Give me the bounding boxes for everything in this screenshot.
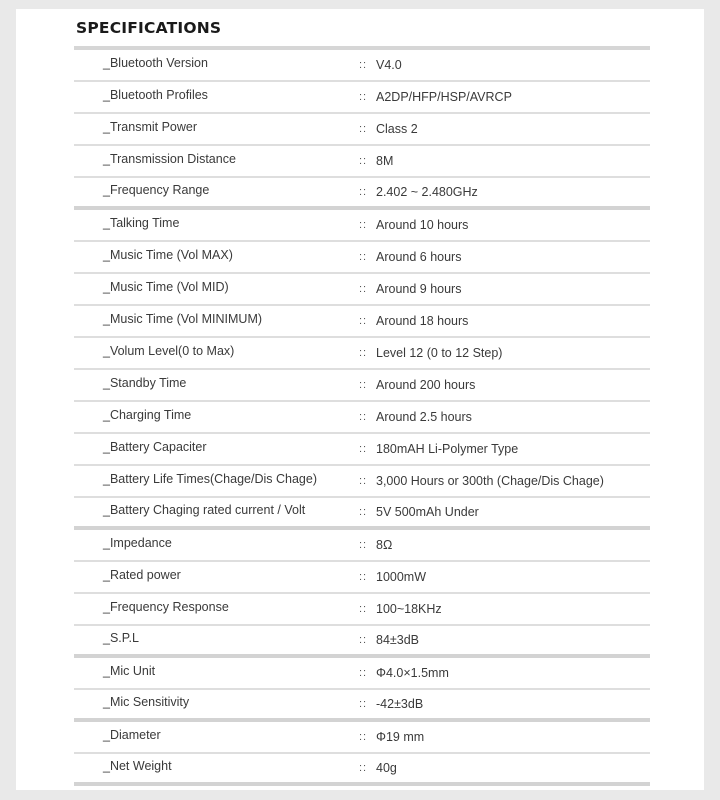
spec-table: [74, 50, 650, 786]
spec-separator: ::: [359, 219, 368, 231]
spec-separator: ::: [359, 571, 368, 583]
spec-value: Around 2.5 hours: [376, 410, 472, 424]
spec-label: _Frequency Range: [103, 183, 210, 197]
spec-label: _Standby Time: [103, 376, 187, 390]
spec-value: -42±3dB: [376, 697, 424, 711]
spec-separator: ::: [359, 59, 368, 71]
spec-label: _Mic Sensitivity: [103, 695, 190, 709]
spec-row: [74, 370, 650, 402]
spec-label: _Bluetooth Version: [103, 56, 208, 70]
spec-separator: ::: [359, 762, 368, 774]
page-title-wrap: [74, 9, 650, 46]
spec-value: Around 10 hours: [376, 218, 469, 232]
spec-value: 3,000 Hours or 300th (Chage/Dis Chage): [376, 474, 604, 488]
spec-label: _Music Time (Vol MAX): [103, 248, 233, 262]
spec-content: [74, 9, 650, 786]
spec-label: _Net Weight: [103, 759, 172, 773]
spec-value: 100~18KHz: [376, 602, 442, 616]
spec-label: _Bluetooth Profiles: [103, 88, 208, 102]
spec-label: _Charging Time: [103, 408, 192, 422]
spec-separator: ::: [359, 539, 368, 551]
spec-row: [74, 274, 650, 306]
spec-row: [74, 306, 650, 338]
spec-row: [74, 82, 650, 114]
spec-separator: ::: [359, 603, 368, 615]
spec-row: [74, 466, 650, 498]
spec-separator: ::: [359, 443, 368, 455]
spec-separator: ::: [359, 347, 368, 359]
spec-value: 8M: [376, 154, 394, 168]
spec-label: _S.P.L: [103, 631, 139, 645]
spec-row: [74, 498, 650, 530]
spec-label: _Transmission Distance: [103, 152, 236, 166]
spec-separator: ::: [359, 186, 368, 198]
spec-label: _Impedance: [103, 536, 172, 550]
spec-separator: ::: [359, 155, 368, 167]
spec-label: _Diameter: [103, 728, 161, 742]
spec-value: Around 6 hours: [376, 250, 462, 264]
spec-separator: ::: [359, 91, 368, 103]
spec-separator: ::: [359, 475, 368, 487]
spec-label: _Talking Time: [103, 216, 180, 230]
spec-separator: ::: [359, 634, 368, 646]
spec-separator: ::: [359, 698, 368, 710]
spec-label: _Music Time (Vol MINIMUM): [103, 312, 263, 326]
spec-value: Around 9 hours: [376, 282, 462, 296]
spec-row: [74, 658, 650, 690]
spec-label: _Music Time (Vol MID): [103, 280, 229, 294]
spec-row: [74, 402, 650, 434]
spec-value: 40g: [376, 761, 397, 775]
spec-row: [74, 242, 650, 274]
spec-separator: ::: [359, 283, 368, 295]
spec-separator: ::: [359, 731, 368, 743]
spec-separator: ::: [359, 506, 368, 518]
spec-value: 8Ω: [376, 538, 393, 552]
spec-row: [74, 338, 650, 370]
spec-label: _Battery Life Times(Chage/Dis Chage): [103, 472, 317, 486]
spec-row: [74, 114, 650, 146]
spec-label: _Frequency Response: [103, 600, 229, 614]
spec-row: [74, 626, 650, 658]
spec-value: 180mAH Li-Polymer Type: [376, 442, 519, 456]
spec-label: _Battery Capaciter: [103, 440, 207, 454]
spec-value: 1000mW: [376, 570, 427, 584]
spec-value: Around 200 hours: [376, 378, 476, 392]
spec-label: _Mic Unit: [103, 664, 156, 678]
spec-row: [74, 178, 650, 210]
spec-separator: ::: [359, 123, 368, 135]
spec-value: V4.0: [376, 58, 402, 72]
spec-label: _Battery Chaging rated current / Volt: [103, 503, 306, 517]
spec-value: Φ19 mm: [376, 730, 425, 744]
spec-row: [74, 50, 650, 82]
spec-value: Around 18 hours: [376, 314, 469, 328]
spec-value: Level 12 (0 to 12 Step): [376, 346, 503, 360]
spec-row: [74, 146, 650, 178]
spec-label: _Volum Level(0 to Max): [103, 344, 235, 358]
spec-sheet: [16, 9, 704, 790]
spec-separator: ::: [359, 315, 368, 327]
page-title: SPECIFICATIONS: [76, 19, 222, 37]
spec-row: [74, 210, 650, 242]
spec-value: Class 2: [376, 122, 418, 136]
spec-row: [74, 530, 650, 562]
spec-separator: ::: [359, 251, 368, 263]
spec-row: [74, 594, 650, 626]
spec-value: 5V 500mAh Under: [376, 505, 479, 519]
spec-row: [74, 434, 650, 466]
spec-row: [74, 690, 650, 722]
spec-value: 84±3dB: [376, 633, 420, 647]
spec-label: _Rated power: [103, 568, 181, 582]
spec-value: Φ4.0×1.5mm: [376, 666, 449, 680]
spec-separator: ::: [359, 379, 368, 391]
spec-value: 2.402 ~ 2.480GHz: [376, 185, 478, 199]
spec-row: [74, 754, 650, 786]
spec-separator: ::: [359, 411, 368, 423]
spec-row: [74, 562, 650, 594]
spec-value: A2DP/HFP/HSP/AVRCP: [376, 90, 512, 104]
spec-row: [74, 722, 650, 754]
spec-label: _Transmit Power: [103, 120, 198, 134]
spec-separator: ::: [359, 667, 368, 679]
